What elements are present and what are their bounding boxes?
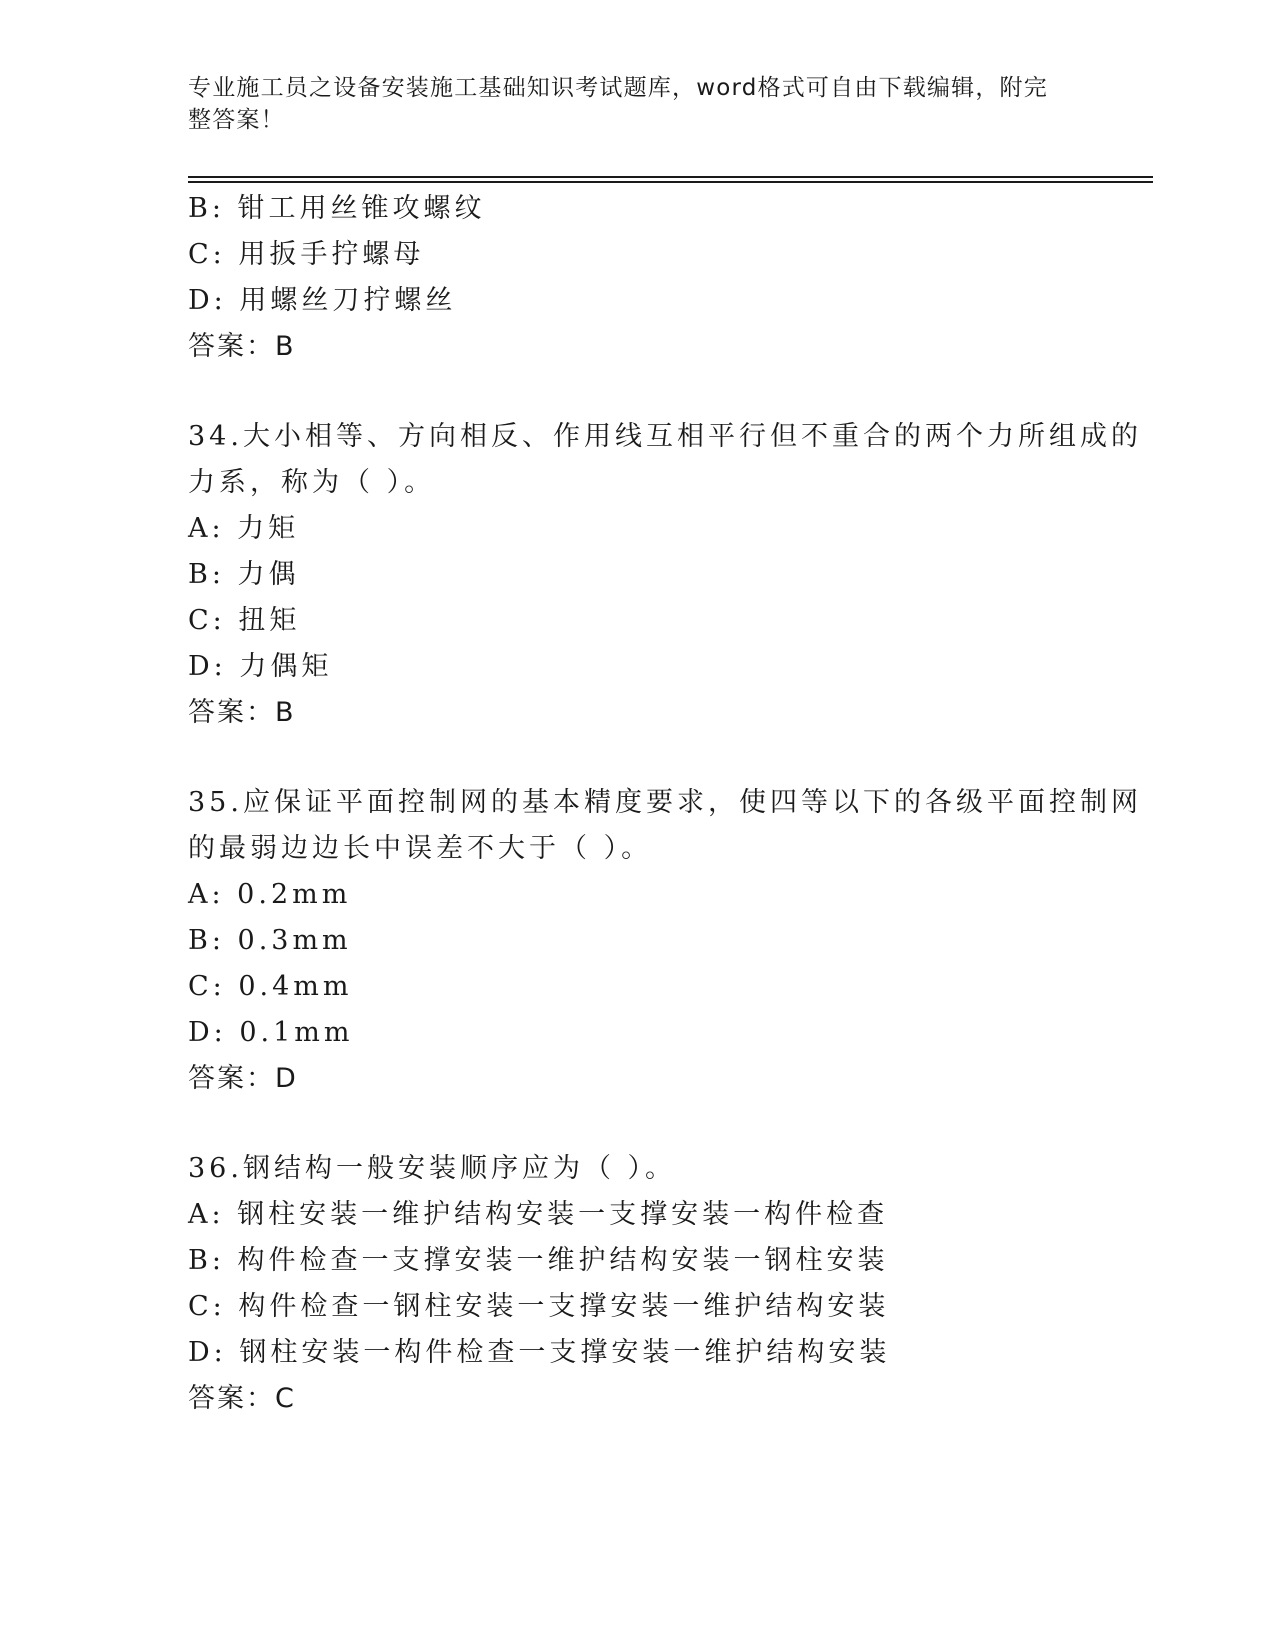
question-stem-line-1: 35.应保证平面控制网的基本精度要求，使四等以下的各级平面控制网 bbox=[188, 787, 1142, 818]
option-b: B: 0.3mm bbox=[188, 925, 352, 956]
option-c: C: 0.4mm bbox=[188, 971, 353, 1002]
option-c: C: 扭矩 bbox=[188, 605, 301, 636]
option-d: D: 力偶矩 bbox=[188, 651, 333, 682]
option-c: C: 用扳手拧螺母 bbox=[188, 239, 425, 270]
option-d: D: 0.1mm bbox=[188, 1017, 354, 1048]
option-a: A: 钢柱安装一维护结构安装一支撑安装一构件检查 bbox=[188, 1199, 889, 1230]
option-b: B: 力偶 bbox=[188, 559, 300, 590]
answer: 答案：B bbox=[188, 697, 296, 728]
option-b: B: 构件检查一支撑安装一维护结构安装一钢柱安装 bbox=[188, 1245, 889, 1276]
question-34 bbox=[188, 414, 1142, 736]
question-stem-line-2: 力系，称为（ ）。 bbox=[188, 467, 436, 498]
option-d: D: 用螺丝刀拧螺丝 bbox=[188, 285, 457, 316]
question-stem-line-1: 36.钢结构一般安装顺序应为（ ）。 bbox=[188, 1153, 677, 1184]
question-33-continued bbox=[188, 186, 1088, 370]
option-b: B: 钳工用丝锥攻螺纹 bbox=[188, 193, 486, 224]
header-text: 专业施工员之设备安装施工基础知识考试题库，word格式可自由下载编辑，附完整答案！ bbox=[188, 75, 1048, 133]
header-divider-bottom bbox=[188, 181, 1153, 183]
question-stem-line-2: 的最弱边边长中误差不大于（ ）。 bbox=[188, 833, 653, 864]
option-c: C: 构件检查一钢柱安装一支撑安装一维护结构安装 bbox=[188, 1291, 890, 1322]
question-stem-line-1: 34.大小相等、方向相反、作用线互相平行但不重合的两个力所组成的 bbox=[188, 421, 1142, 452]
page-header bbox=[188, 72, 1068, 136]
option-a: A: 力矩 bbox=[188, 513, 300, 544]
question-36 bbox=[188, 1146, 1088, 1422]
document-body bbox=[188, 186, 1142, 1422]
option-d: D: 钢柱安装一构件检查一支撑安装一维护结构安装 bbox=[188, 1337, 891, 1368]
question-35 bbox=[188, 780, 1142, 1102]
answer: 答案：B bbox=[188, 331, 296, 362]
answer: 答案：C bbox=[188, 1383, 296, 1414]
option-a: A: 0.2mm bbox=[188, 879, 352, 910]
answer: 答案：D bbox=[188, 1063, 298, 1094]
header-divider-top bbox=[188, 176, 1153, 178]
